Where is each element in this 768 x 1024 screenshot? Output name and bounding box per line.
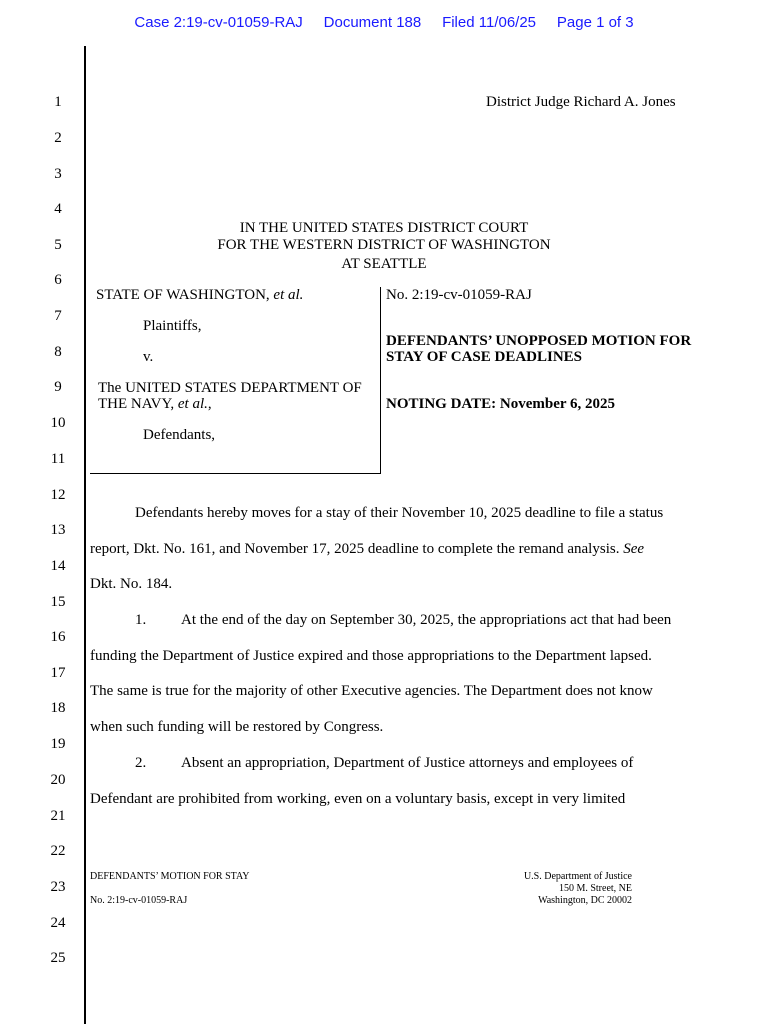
line-number: 23 (50, 879, 66, 895)
body-paragraph-2-line1: At the end of the day on September 30, 2025, the appropriations act that had been (181, 612, 672, 628)
header-filed-date: Filed 11/06/25 (442, 14, 537, 31)
body-paragraph-2-line3: The same is true for the majority of other Executive agencies. The Department does not know (90, 683, 653, 699)
line-number: 5 (54, 237, 62, 253)
line-number: 20 (50, 772, 66, 788)
plaintiffs-label: Plaintiffs, (143, 318, 202, 334)
defendants-label: Defendants, (143, 427, 216, 443)
versus: v. (143, 349, 154, 365)
line-number: 3 (54, 166, 62, 182)
body-paragraph-2-line2: funding the Department of Justice expired and those appropriations to the Department lapsed. (90, 648, 652, 664)
footer-agency: U.S. Department of Justice (523, 871, 632, 882)
footer-case-number: No. 2:19-cv-01059-RAJ (90, 895, 188, 906)
assigned-judge: District Judge Richard A. Jones (486, 94, 676, 110)
line-number: 8 (54, 344, 62, 360)
court-name-line1: IN THE UNITED STATES DISTRICT COURT (239, 220, 529, 236)
line-number: 13 (50, 522, 66, 538)
court-location: AT SEATTLE (341, 256, 427, 272)
footer-street-address: 150 M. Street, NE (558, 883, 632, 894)
line-number: 12 (50, 487, 66, 503)
line-number: 17 (50, 665, 66, 681)
court-name-line2: FOR THE WESTERN DISTRICT OF WASHINGTON (217, 237, 551, 253)
header-document-number: Document 188 (323, 14, 422, 31)
paragraph-number-1: 1. (135, 612, 147, 628)
header-case-number: Case 2:19-cv-01059-RAJ (134, 14, 303, 31)
motion-title-line1: DEFENDANTS’ UNOPPOSED MOTION FOR (386, 333, 692, 349)
footer-document-title: DEFENDANTS’ MOTION FOR STAY (90, 871, 250, 882)
left-margin-rule (84, 46, 86, 1024)
line-number: 9 (54, 379, 62, 395)
body-paragraph-1-line2: report, Dkt. No. 161, and November 17, 2025 deadline to complete the remand analysis. See (90, 541, 645, 557)
line-number: 11 (50, 451, 66, 467)
line-number: 4 (54, 201, 62, 217)
body-paragraph-3-line2: Defendant are prohibited from working, even on a voluntary basis, except in very limited (90, 791, 626, 807)
body-paragraph-2-line4: when such funding will be restored by Congress. (90, 719, 384, 735)
line-number: 22 (50, 843, 66, 859)
paragraph-number-2: 2. (135, 755, 147, 771)
noting-date: NOTING DATE: November 6, 2025 (386, 396, 616, 412)
defendant-name-line1: The UNITED STATES DEPARTMENT OF (98, 380, 362, 396)
footer-city-state: Washington, DC 20002 (538, 895, 632, 906)
motion-title-line2: STAY OF CASE DEADLINES (386, 349, 583, 365)
body-paragraph-3-line1: Absent an appropriation, Department of Justice attorneys and employees of (181, 755, 634, 771)
plaintiff-name: STATE OF WASHINGTON, et al. (96, 287, 304, 303)
ecf-header (0, 14, 768, 31)
line-number: 1 (54, 94, 62, 110)
header-page-count: Page 1 of 3 (556, 14, 634, 31)
line-number: 21 (50, 808, 66, 824)
caption-divider-horizontal (90, 473, 381, 474)
line-number: 19 (50, 736, 66, 752)
line-number: 10 (50, 415, 66, 431)
line-number: 18 (50, 700, 66, 716)
line-number: 7 (54, 308, 62, 324)
body-paragraph-1-line3: Dkt. No. 184. (90, 576, 173, 592)
defendant-name-line2: THE NAVY, et al., (98, 396, 212, 412)
line-number: 16 (50, 629, 66, 645)
caption-divider-vertical (380, 287, 381, 474)
line-number: 15 (50, 594, 66, 610)
line-number: 2 (54, 130, 62, 146)
line-number: 25 (50, 950, 66, 966)
line-number: 24 (50, 915, 66, 931)
line-number: 6 (54, 272, 62, 288)
body-paragraph-1-line1: Defendants hereby moves for a stay of their November 10, 2025 deadline to file a status (135, 505, 664, 521)
case-number: No. 2:19-cv-01059-RAJ (386, 287, 532, 303)
line-number: 14 (50, 558, 66, 574)
